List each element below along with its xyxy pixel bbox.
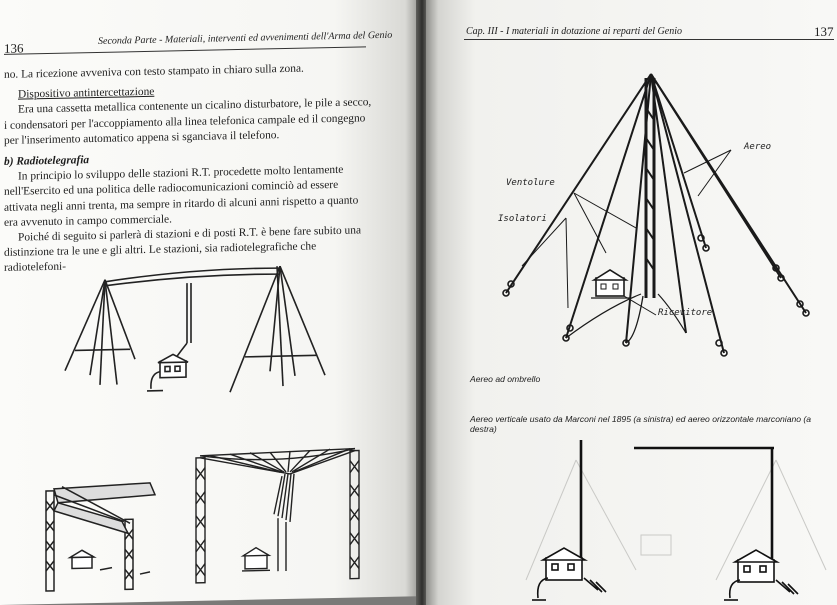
left-running-header: Seconda Parte - Materiali, interventi ed avvenimenti dell'Arma del Genio [98, 29, 393, 47]
right-page-number: 137 [814, 24, 834, 39]
paragraph-cassetta: Era una cassetta metallica contenente un cicalino disturbatore, le pile a secco, i condensatori per l'accoppiamento alla linea telefonica campale ed il congegno per l'inserimento automatico appena si sganciava il telefono. [4, 96, 372, 147]
left-body-text [4, 60, 372, 276]
left-page-number: 136 [4, 40, 24, 56]
label-ricevitore: Ricevitore [658, 308, 713, 318]
label-aereo: Aereo [744, 142, 772, 152]
figure-two-mast-antenna [55, 255, 345, 421]
right-running-header: Cap. III - I materiali in dotazione ai reparti del Genio [466, 26, 682, 37]
paragraph-distinzione: Poiché di seguito si parlerà di stazioni e di posti R.T. è bene fare subito una distinzione tra le une e gli altri. Le stazioni, sia radiotelegrafiche che radiotelefoni- [4, 224, 362, 275]
paragraph-sviluppo: In principio lo sviluppo delle stazioni R.T. procedette molto lentamente nell'Esercito ed una politica delle radiocomunicazioni cominciò ad essere attivata negli anni trenta, ma sempre in ritardo di alcuni anni rispetto a quanto era avvenuto in campo commerciale. [4, 164, 359, 229]
figure-marconi-antennas [526, 430, 826, 605]
section-heading-radiotelegrafia: b) Radiotelegrafia [4, 154, 90, 168]
caption-umbrella: Aereo ad ombrello [470, 374, 541, 384]
caption-marconi: Aereo verticale usato da Marconi nel 1895 (a sinistra) ed aereo orizzontale marconiano (a destra) [470, 414, 812, 434]
figure-net-antenna [190, 444, 370, 593]
label-ventolure: Ventolure [506, 178, 555, 188]
figure-lattice-antenna-small [40, 468, 175, 596]
right-header-rule [464, 39, 834, 40]
right-page [426, 0, 837, 605]
paragraph-intro: no. La ricezione avveniva con testo stampato in chiaro sulla zona. [4, 62, 304, 81]
left-page [0, 0, 418, 605]
label-isolatori: Isolatori [498, 214, 547, 224]
left-header-rule [4, 46, 366, 55]
subheading-antintercettazione: Dispositivo antintercettazione [18, 85, 155, 101]
